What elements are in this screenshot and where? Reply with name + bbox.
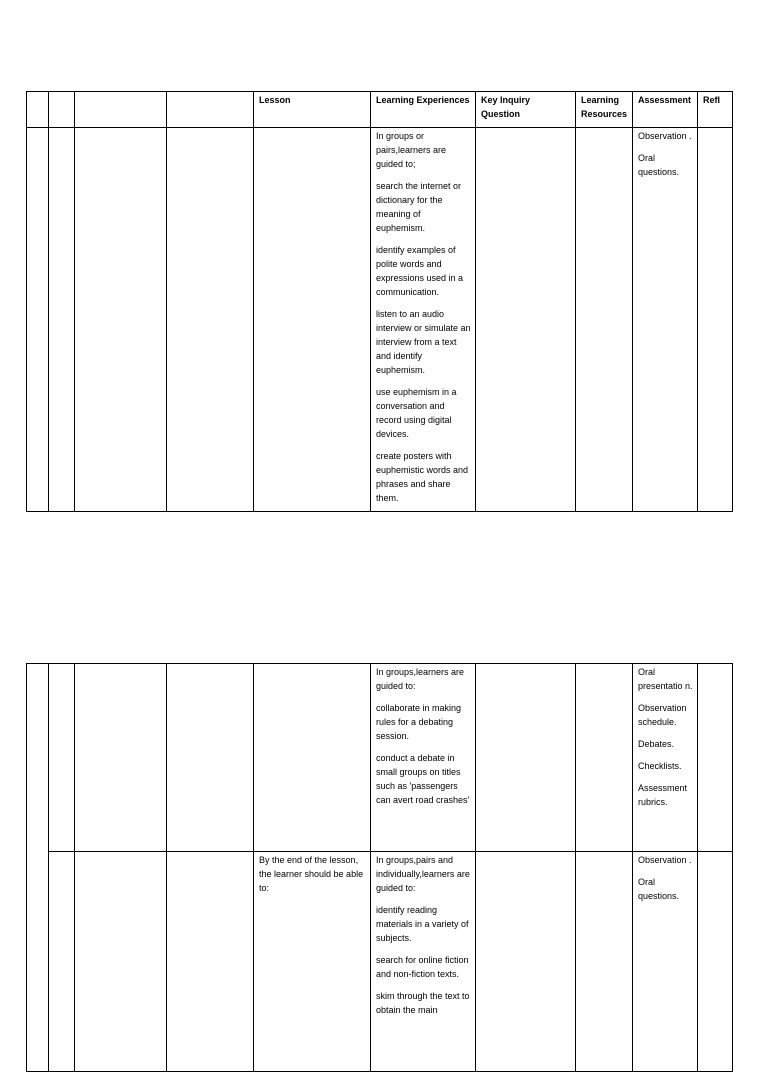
header-cell: [27, 92, 49, 128]
scheme-of-work-table-2: [26, 663, 733, 1072]
learning-experience-item: listen to an audio interview or simulate an interview from a text and identify euphemism.: [376, 309, 471, 375]
header-key-inquiry-question: Key Inquiry Question: [476, 92, 576, 128]
learning-experience-item: conduct a debate in small groups on titles such as 'passengers can avert road crashes': [376, 753, 470, 805]
lesson-cell: [254, 664, 371, 852]
table-cell: [167, 128, 254, 512]
learning-resources-cell: [576, 128, 633, 512]
table-cell: [75, 852, 167, 1072]
assessment-item: Observation .: [638, 855, 692, 865]
lesson-cell: [254, 128, 371, 512]
learning-experience-item: identify examples of polite words and expressions used in a communication.: [376, 245, 464, 297]
learning-experience-item: create posters with euphemistic words and phrases and share them.: [376, 451, 469, 503]
assessment-item: Debates.: [638, 739, 675, 749]
learning-experience-item: In groups or pairs,learners are guided to;: [376, 131, 447, 169]
table-cell: [49, 664, 75, 852]
learning-experiences-cell: [371, 128, 476, 512]
table-row: [27, 664, 733, 852]
table-cell: [49, 128, 75, 512]
table-cell: [75, 128, 167, 512]
table-cell: [75, 664, 167, 852]
key-inquiry-question-cell: [476, 664, 576, 852]
header-row: [27, 92, 733, 128]
reflection-cell: [698, 664, 733, 852]
learning-experiences-cell: [371, 852, 476, 1072]
learning-experience-item: skim through the text to obtain the main: [376, 991, 470, 1015]
header-cell: [75, 92, 167, 128]
assessment-item: Oral presentatio n.: [638, 667, 693, 691]
header-reflection: Refl: [698, 92, 733, 128]
learning-experience-item: collaborate in making rules for a debating session.: [376, 703, 462, 741]
assessment-cell: [633, 664, 698, 852]
table-cell: [167, 852, 254, 1072]
learning-resources-cell: [576, 852, 633, 1072]
header-learning-resources: Learning Resources: [576, 92, 633, 128]
key-inquiry-question-cell: [476, 852, 576, 1072]
table-cell: [27, 664, 49, 1072]
assessment-cell: [633, 852, 698, 1072]
table-row: [27, 852, 733, 1072]
learning-experience-item: search the internet or dictionary for the meaning of euphemism.: [376, 181, 462, 233]
header-assessment: Assessment: [633, 92, 698, 128]
table-cell: [49, 852, 75, 1072]
assessment-item: Assessment rubrics.: [638, 783, 688, 807]
header-learning-experiences: Learning Experiences: [371, 92, 476, 128]
learning-experiences-cell: [371, 664, 476, 852]
learning-experience-item: identify reading materials in a variety of subjects.: [376, 905, 469, 943]
table-cell: [27, 128, 49, 512]
learning-experience-item: In groups,pairs and individually,learners are guided to:: [376, 855, 470, 893]
table-row: [27, 128, 733, 512]
learning-experience-item: use euphemism in a conversation and record using digital devices.: [376, 387, 457, 439]
reflection-cell: [698, 852, 733, 1072]
learning-resources-cell: [576, 664, 633, 852]
assessment-item: Observation schedule.: [638, 703, 687, 727]
table-cell: [167, 664, 254, 852]
key-inquiry-question-cell: [476, 128, 576, 512]
lesson-cell: By the end of the lesson, the learner should be able to:: [254, 852, 371, 1072]
assessment-item: Oral questions.: [638, 877, 680, 901]
header-cell: [167, 92, 254, 128]
learning-experience-item: In groups,learners are guided to:: [376, 667, 465, 691]
assessment-item: Oral questions.: [638, 153, 680, 177]
scheme-of-work-table-1: [26, 91, 733, 512]
learning-experience-item: search for online fiction and non-fiction texts.: [376, 955, 469, 979]
header-lesson: Lesson: [254, 92, 371, 128]
reflection-cell: [698, 128, 733, 512]
header-cell: [49, 92, 75, 128]
assessment-item: Checklists.: [638, 761, 682, 771]
assessment-cell: [633, 128, 698, 512]
assessment-item: Observation .: [638, 131, 692, 141]
